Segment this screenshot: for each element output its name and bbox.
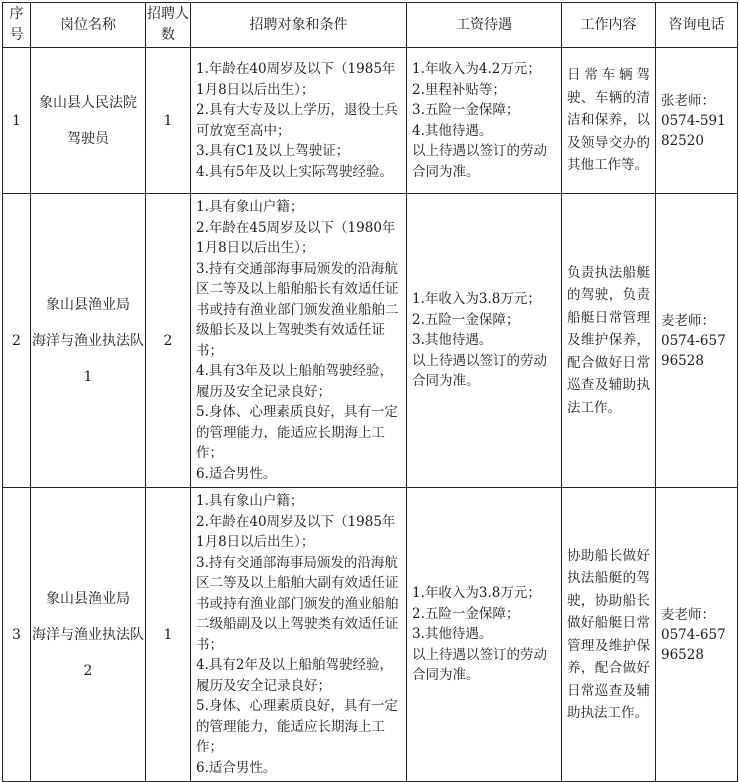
row-index: 3 xyxy=(3,488,31,782)
header-phone: 咨询电话 xyxy=(656,3,738,48)
condition-item: 3.持有交通部海事局颁发的沿海航区二等及以上船舶大副有效适任证书或持有渔业部门颁发的渔业船舶二级船副及以上驾驶类有效适任证书； xyxy=(196,554,399,653)
duties-cell: 日常车辆驾驶、车辆的清洁和保养，以及领导交办的其他工作等。 xyxy=(562,48,656,194)
position-line: 海洋与渔业执法队2 xyxy=(32,626,144,679)
phone-cell xyxy=(656,194,738,488)
condition-item: 5.身体、心理素质良好，具有一定的管理能力，能适应长期海上工作； xyxy=(196,404,398,461)
condition-item: 5.身体、心理素质良好，具有一定的管理能力，能适应长期海上工作； xyxy=(196,698,398,755)
salary-item: 1.年收入为3.8万元； xyxy=(412,291,541,308)
position-name xyxy=(31,48,146,194)
salary-item: 1.年收入为3.8万元； xyxy=(412,585,541,602)
position-line: 驾驶员 xyxy=(67,130,109,147)
table-row xyxy=(3,194,738,488)
hire-count: 1 xyxy=(146,48,191,194)
position-name xyxy=(31,194,146,488)
table-header-row xyxy=(3,3,738,48)
condition-item: 1.年龄在40周岁及以下（1985年1月8日以后出生）； xyxy=(196,61,396,98)
condition-item: 3.持有交通部海事局颁发的沿海航区二等及以上船舶船长有效适任证书或持有渔业部门颁发渔业船舶二级船长及以上驾驶类有效适任证书； xyxy=(196,260,399,359)
salary-cell xyxy=(407,488,562,782)
duties-cell: 协助船长做好执法船艇的驾驶，协助船长做好船艇日常管理及维护保养，配合做好日常巡查及辅助执法工作。 xyxy=(562,488,656,782)
condition-item: 2.年龄在45周岁及以下（1980年1月8日以后出生）； xyxy=(196,219,396,256)
position-line: 象山县渔业局 xyxy=(46,590,130,607)
phone-number: 0574-65796528 xyxy=(661,626,726,663)
condition-item: 1.具有象山户籍； xyxy=(196,493,304,509)
row-index: 2 xyxy=(3,194,31,488)
salary-item: 3.其他待遇。 xyxy=(412,626,493,643)
position-line: 象山县渔业局 xyxy=(46,296,130,313)
position-name xyxy=(31,488,146,782)
condition-item: 2.年龄在40周岁及以下（1985年1月8日以后出生）； xyxy=(196,513,396,550)
condition-item: 6.适合男性。 xyxy=(196,465,277,482)
phone-contact: 张老师： xyxy=(661,92,715,109)
phone-number: 0574-59182520 xyxy=(661,112,726,149)
condition-item: 4.具有5年及以上实际驾驶经验。 xyxy=(196,163,393,180)
header-count: 招聘人数 xyxy=(146,3,191,48)
table-row xyxy=(3,488,738,782)
condition-item: 6.适合男性。 xyxy=(196,759,277,776)
hire-count: 2 xyxy=(146,194,191,488)
condition-item: 4.具有3年及以上船舶驾驶经验，履历及安全记录良好； xyxy=(196,363,393,400)
salary-item: 4.其他待遇。 xyxy=(412,122,493,139)
salary-item: 以上待遇以签订的劳动合同为准。 xyxy=(412,352,547,390)
salary-item: 3.其他待遇。 xyxy=(412,332,493,349)
header-duties: 工作内容 xyxy=(562,3,656,48)
header-position: 岗位名称 xyxy=(31,3,146,48)
conditions-cell xyxy=(191,194,407,488)
salary-cell xyxy=(407,194,562,488)
salary-item: 2.里程补贴等； xyxy=(412,81,506,98)
phone-cell xyxy=(656,48,738,194)
salary-item: 1.年收入为4.2万元； xyxy=(412,61,541,77)
salary-item: 2.五险一金保障； xyxy=(412,311,520,328)
salary-item: 3.五险一金保障； xyxy=(412,102,520,118)
condition-item: 1.具有象山户籍； xyxy=(196,199,304,215)
duties-cell: 负责执法船艇的驾驶，负责船艇日常管理及维护保养，配合做好日常巡查及辅助执法工作。 xyxy=(562,194,656,488)
phone-cell xyxy=(656,488,738,782)
position-line: 象山县人民法院 xyxy=(39,94,137,111)
hire-count: 1 xyxy=(146,488,191,782)
row-index: 1 xyxy=(3,48,31,194)
header-index: 序号 xyxy=(3,3,31,48)
condition-item: 3.具有C1及以上驾驶证； xyxy=(196,143,350,159)
salary-item: 2.五险一金保障； xyxy=(412,605,520,622)
salary-item: 以上待遇以签订的劳动合同为准。 xyxy=(412,143,547,180)
condition-item: 2.具有大专及以上学历，退役士兵可放宽至高中； xyxy=(196,102,398,139)
condition-item: 4.具有2年及以上船舶驾驶经验，履历及安全记录良好； xyxy=(196,657,393,694)
conditions-cell xyxy=(191,48,407,194)
recruitment-table xyxy=(2,2,738,782)
position-line: 海洋与渔业执法队1 xyxy=(32,332,144,385)
header-conditions: 招聘对象和条件 xyxy=(191,3,407,48)
salary-cell xyxy=(407,48,562,194)
salary-item: 以上待遇以签订的劳动合同为准。 xyxy=(412,646,547,684)
header-salary: 工资待遇 xyxy=(407,3,562,48)
conditions-cell xyxy=(191,488,407,782)
phone-contact: 麦老师： xyxy=(661,312,715,329)
table-row xyxy=(3,48,738,194)
phone-contact: 麦老师： xyxy=(661,606,715,623)
phone-number: 0574-65796528 xyxy=(661,332,726,369)
